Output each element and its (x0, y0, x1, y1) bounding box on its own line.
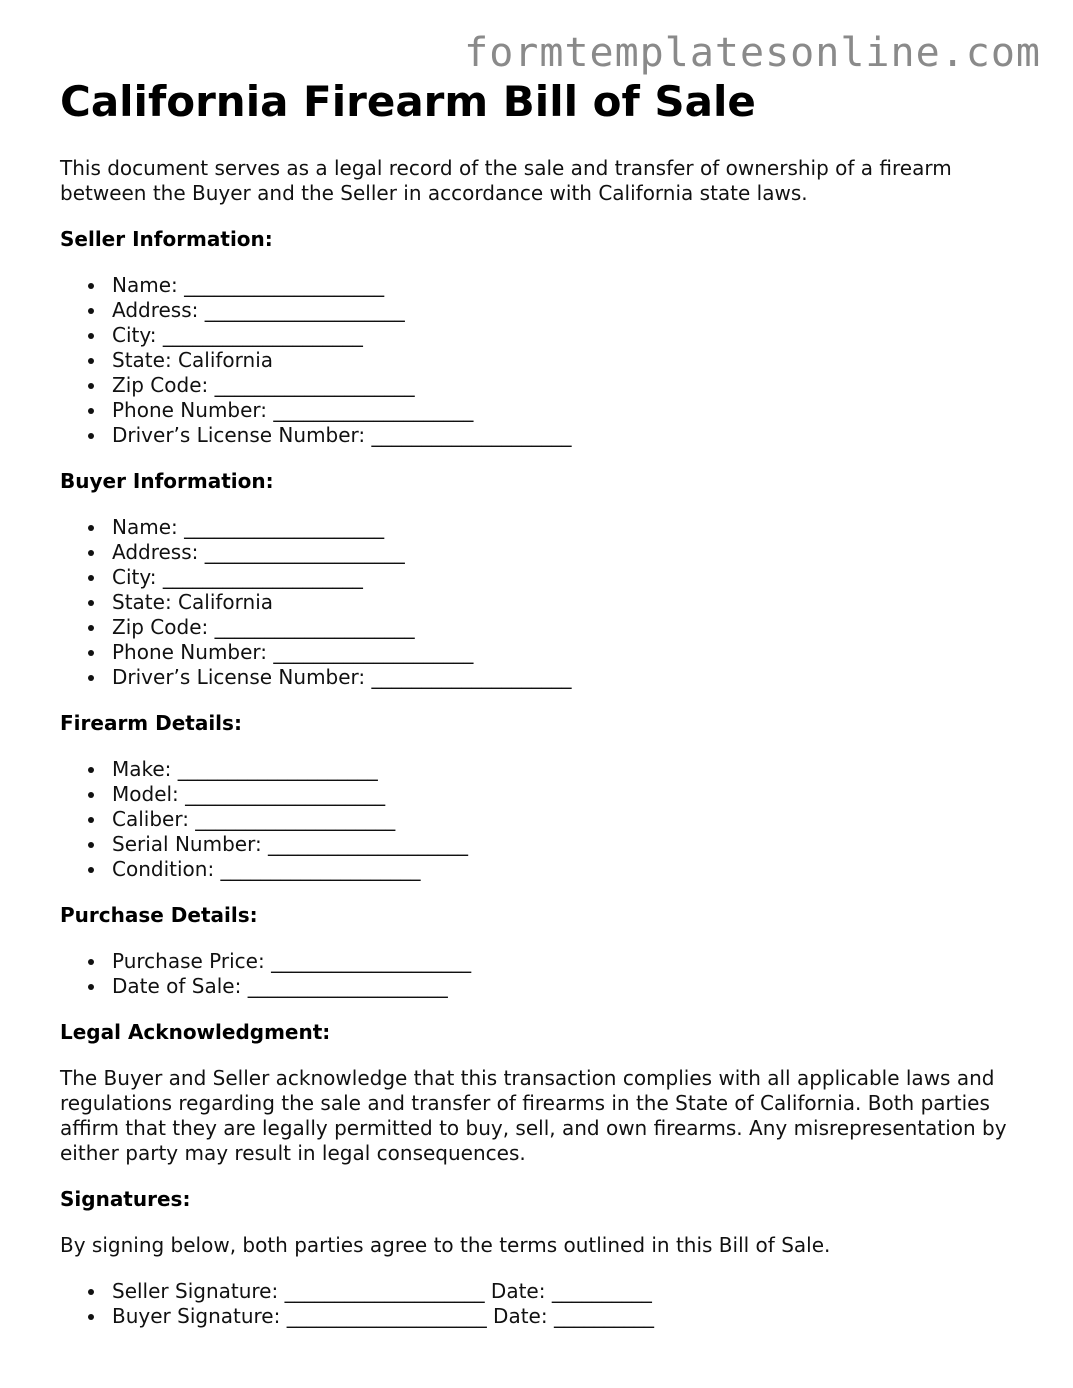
seller-zip-field (60, 373, 1020, 398)
list-item-text: Driver’s License Number: ____________________ (112, 423, 572, 447)
buyer-heading: Buyer Information: (60, 469, 274, 493)
seller-city-field (60, 323, 1020, 348)
purchase-date-field (60, 974, 1020, 999)
list-item-text: Date of Sale: ____________________ (112, 974, 448, 998)
firearm-serial-field (60, 832, 1020, 857)
bullet (88, 525, 94, 531)
bullet (88, 358, 94, 364)
buyer-state-field (60, 590, 1020, 615)
bullet (88, 650, 94, 656)
bullet (88, 283, 94, 289)
bullet (88, 817, 94, 823)
list-item-text: Name: ____________________ (112, 273, 385, 297)
seller-name-field (60, 273, 1020, 298)
list-item-text: State: California (112, 348, 274, 372)
signatures-heading: Signatures: (60, 1187, 191, 1211)
list-item-text: Make: ____________________ (112, 757, 378, 781)
bullet (88, 1314, 94, 1320)
watermark: formtemplatesonline.com (464, 30, 1041, 76)
list-item-text: Buyer Signature: ____________________ Date: __________ (112, 1304, 654, 1328)
list-item-text: City: ____________________ (112, 323, 363, 347)
bullet (88, 1289, 94, 1295)
seller-heading: Seller Information: (60, 227, 273, 251)
signatures-paragraph: By signing below, both parties agree to the terms outlined in this Bill of Sale. (60, 1233, 831, 1257)
buyer-license-field (60, 665, 1020, 690)
list-item-text: Phone Number: ____________________ (112, 640, 474, 664)
seller-signature-line (60, 1279, 1020, 1304)
purchase-heading: Purchase Details: (60, 903, 258, 927)
firearm-list (60, 757, 1020, 882)
list-item-text: City: ____________________ (112, 565, 363, 589)
bullet (88, 408, 94, 414)
buyer-name-field (60, 515, 1020, 540)
seller-phone-field (60, 398, 1020, 423)
bullet (88, 767, 94, 773)
bullet (88, 984, 94, 990)
firearm-heading: Firearm Details: (60, 711, 242, 735)
list-item-text: Address: ____________________ (112, 298, 405, 322)
buyer-phone-field (60, 640, 1020, 665)
buyer-signature-line (60, 1304, 1020, 1329)
list-item-text: Zip Code: ____________________ (112, 373, 415, 397)
seller-address-field (60, 298, 1020, 323)
list-item-text: Phone Number: ____________________ (112, 398, 474, 422)
firearm-make-field (60, 757, 1020, 782)
bullet (88, 600, 94, 606)
document-page (60, 76, 1020, 1329)
bullet (88, 842, 94, 848)
list-item-text: Address: ____________________ (112, 540, 405, 564)
legal-heading: Legal Acknowledgment: (60, 1020, 331, 1044)
list-item-text: Name: ____________________ (112, 515, 385, 539)
list-item-text: Seller Signature: ____________________ Date: __________ (112, 1279, 652, 1303)
bullet (88, 792, 94, 798)
list-item-text: Serial Number: ____________________ (112, 832, 469, 856)
list-item-text: Purchase Price: ____________________ (112, 949, 472, 973)
intro-paragraph: This document serves as a legal record of the sale and transfer of ownership of a firearm between the Buyer and the Seller in accordance with California state laws. (60, 156, 952, 205)
firearm-model-field (60, 782, 1020, 807)
bullet (88, 308, 94, 314)
firearm-caliber-field (60, 807, 1020, 832)
bullet (88, 383, 94, 389)
bullet (88, 867, 94, 873)
firearm-condition-field (60, 857, 1020, 882)
bullet (88, 433, 94, 439)
list-item-text: Caliber: ____________________ (112, 807, 396, 831)
buyer-zip-field (60, 615, 1020, 640)
bullet (88, 333, 94, 339)
list-item-text: Model: ____________________ (112, 782, 386, 806)
buyer-address-field (60, 540, 1020, 565)
seller-list (60, 273, 1020, 448)
page-title: California Firearm Bill of Sale (60, 77, 756, 126)
buyer-list (60, 515, 1020, 690)
legal-paragraph: The Buyer and Seller acknowledge that this transaction complies with all applicable laws and regulations regarding the sale and transfer of firearms in the State of California. Both parties affirm that they are legally permitted to buy, sell, and own firearms. Any misrepresentation by either party may result in legal consequences. (60, 1066, 1007, 1165)
bullet (88, 675, 94, 681)
bullet (88, 550, 94, 556)
bullet (88, 959, 94, 965)
list-item-text: Driver’s License Number: ____________________ (112, 665, 572, 689)
list-item-text: State: California (112, 590, 274, 614)
seller-license-field (60, 423, 1020, 448)
list-item-text: Condition: ____________________ (112, 857, 421, 881)
purchase-price-field (60, 949, 1020, 974)
purchase-list (60, 949, 1020, 999)
signatures-list (60, 1279, 1020, 1329)
bullet (88, 625, 94, 631)
buyer-city-field (60, 565, 1020, 590)
bullet (88, 575, 94, 581)
seller-state-field (60, 348, 1020, 373)
list-item-text: Zip Code: ____________________ (112, 615, 415, 639)
